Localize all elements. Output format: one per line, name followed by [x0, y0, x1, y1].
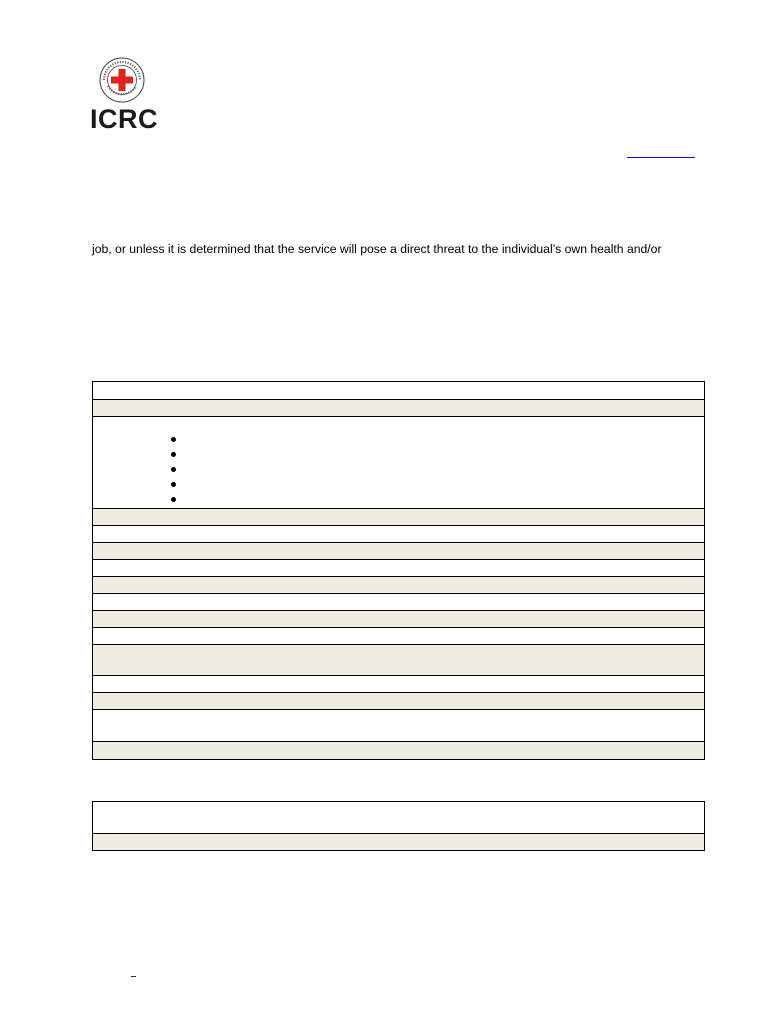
table-row: [93, 526, 704, 543]
bullet-icon: [171, 467, 176, 472]
table-row: [93, 611, 704, 628]
table-row: [93, 693, 704, 710]
table-row: [93, 382, 704, 400]
table-row: [93, 509, 704, 526]
table-row: [93, 802, 704, 834]
table-row: [93, 543, 704, 560]
table-row: [93, 400, 704, 417]
bullet-icon: [171, 437, 176, 442]
bullet-icon: [171, 452, 176, 457]
table-row: [93, 742, 704, 759]
table-row: [93, 577, 704, 594]
icrc-emblem-icon: [98, 56, 146, 104]
table-row: [93, 560, 704, 577]
main-table: [92, 381, 705, 760]
secondary-table: [92, 801, 705, 851]
hyperlink-underline[interactable]: [627, 157, 695, 158]
bullet-icon: [171, 497, 176, 502]
body-text-line: job, or unless it is determined that the service will pose a direct threat to the individual’s own health and/or: [92, 242, 662, 256]
logo-wordmark: ICRC: [90, 104, 158, 134]
table-row: [93, 834, 704, 850]
table-row-bulleted: [93, 417, 704, 509]
table-row: [93, 710, 704, 742]
table-row: [93, 628, 704, 645]
table-row: [93, 676, 704, 693]
bullet-icon: [171, 482, 176, 487]
table-row: [93, 594, 704, 611]
footer-dash: [131, 976, 136, 977]
table-row: [93, 645, 704, 676]
